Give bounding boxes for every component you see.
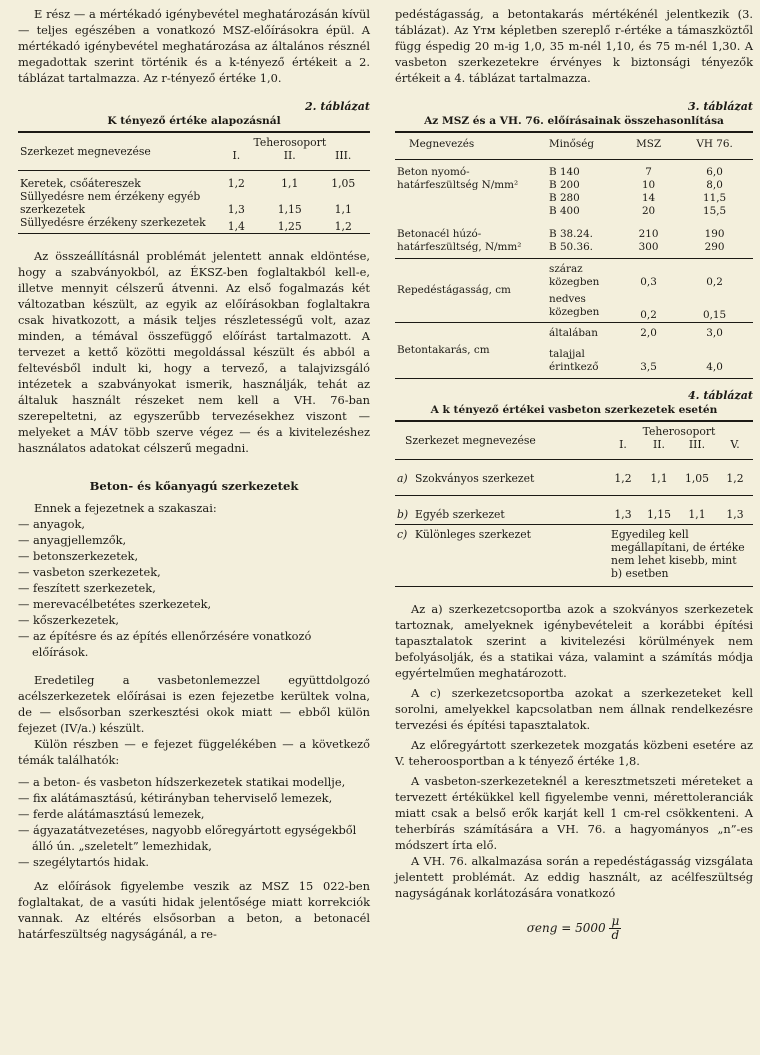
cell: 1,3 — [726, 508, 744, 521]
table-row — [18, 171, 370, 191]
row-name: Beton nyomó-határfeszültség N/mm² — [397, 166, 519, 191]
col-label: III. — [688, 438, 706, 451]
formula-numerator: μ — [611, 914, 620, 928]
list-item: — vasbeton szerkezetek, — [18, 565, 161, 579]
cell: 1,1 — [334, 203, 352, 216]
table-row — [395, 323, 753, 341]
cell: B 140 — [549, 166, 580, 178]
cell: 20 — [641, 205, 656, 217]
row-name: Betontakarás, cm — [397, 344, 490, 356]
col-header: Szerkezet megnevezése — [20, 145, 151, 158]
list-item: — anyagok, — [18, 517, 86, 531]
cell: 3,5 — [640, 361, 657, 373]
paragraph-vh76: A VH. 76. alkalmazása során a repedéstágasság vizsgálata jelentett problémát. Az eddig használt, az acélfeszültség nagyságának korlátozására vonatkozó — [395, 854, 753, 900]
paragraph-eloirasok: Az előírások figyelembe veszik az MSZ 15 022-ben foglaltakat, de a vasúti hidak jelentősége miatt korrekciók vannak. Az eltérés elsősorban a beton, a betonacél határfeszültség nagyságánál, a re- — [18, 879, 370, 941]
list-item: — szegélytartós hidak. — [18, 855, 150, 869]
row-letter: a) — [397, 472, 408, 485]
col-header: MSZ — [636, 138, 662, 150]
cell: 1,2 — [334, 220, 352, 233]
sections-list — [18, 516, 370, 660]
paragraph-elore: Az előregyártott szerkezetek mozgatás közbeni esetére az V. teheroosportban a k tényező értéke 1,8. — [395, 738, 753, 768]
cell: 0,3 — [640, 276, 657, 288]
cell: Egyedileg kell megállapítani, de értéke nem lehet kisebb, mint b) esetben — [611, 528, 745, 580]
table-2 — [18, 100, 370, 234]
cell: 15,5 — [702, 205, 727, 217]
cell: 1,1 — [650, 472, 668, 485]
cell: 1,2 — [726, 472, 744, 485]
cell: 10 — [641, 179, 656, 191]
list-item: — ferde alátámasztású lemezek, — [18, 807, 205, 821]
row-name: Betonacél húzó-határfeszültség, N/mm² — [397, 228, 522, 253]
row-letter: c) — [397, 528, 408, 541]
cell: 210 — [638, 228, 659, 240]
col-header: VH 76. — [696, 138, 733, 150]
left-column — [18, 0, 370, 942]
cell: B 50.36. — [549, 241, 593, 253]
row-name: Keretek, csőátereszek — [20, 177, 141, 190]
list-item: — merevacélbetétes szerkezetek, — [18, 597, 212, 611]
row-name: Különleges szerkezet — [415, 528, 531, 541]
k-factor-rc-table — [395, 420, 753, 587]
cell: 290 — [704, 241, 725, 253]
col-label: II. — [653, 438, 665, 451]
cell: 4,0 — [706, 361, 723, 373]
topics-list — [18, 774, 370, 870]
table-row — [395, 525, 753, 587]
table-row — [18, 216, 370, 234]
table-title: Az MSZ és a VH. 76. előírásainak összehasonlítása — [424, 115, 724, 127]
cell: száraz közegben — [549, 263, 600, 288]
row-letter: b) — [397, 508, 409, 521]
cell: 0,2 — [706, 276, 723, 288]
col-header: Szerkezet megnevezése — [405, 434, 536, 447]
k-factor-foundation-table — [18, 131, 370, 234]
cell: talajjal érintkező — [549, 348, 599, 373]
row-name: Süllyedésre érzékeny szerkezetek — [20, 216, 206, 229]
formula-lhs: σeng = 5000 — [526, 921, 606, 935]
paragraph-osszeallitas: Az összeállításnál problémát jelentett annak eldöntése, hogy a szabványokból, az ÉKSZ-ben foglaltakból kell-e, illetve mennyit célszerű átvenni. Az első fogalmazás két változatban készült, az egyik az előírásokban foglaltakra csak hivatkozott, a másik teljes részletességű volt, azaz minden, a témával összefüggő előírást tartalmazott. A tervezet a kettő közötti megoldással készült és abból a feltevésből indult ki, hogy a tervező, a talajvizsgáló intézetek a szabványokat ismerik, használják, tehát az általuk használt részeket nem kell a VH. 76-ban szerepeltetni, az egyszerűbb tervezésekhez viszont — melyeket a MÁV több szerve végez — és a kivitelezéshez használatos adatokat célszerű megadni. — [18, 249, 370, 455]
group-header: Teherosoport — [253, 136, 327, 149]
cell: 0,2 — [640, 309, 657, 321]
paragraph-repedes: pedéstágasság, a betontakarás mértékénél jelentkezik (3. táblázat). Az Yтм képletben szereplő r-értéke a támaszköztől függ éspedig 20 m-ig 1,0, 35 m-nél 1,10, és 75 m-nél 1,30. A vasbeton szerkezetekre érvényes k biztonsági tényezők értékeit a 4. táblázat tartalmazza. — [395, 7, 753, 85]
cell: nedves közegben — [549, 293, 600, 318]
col-header: Minőség — [549, 138, 595, 150]
cell: általában — [549, 327, 598, 339]
cell: B 200 — [549, 179, 580, 191]
paragraph-c-csoport: A c) szerkezetcsoportba azokat a szerkezeteket kell sorolni, amelyekkel kapcsolatban nem állnak rendelkezésre tervezési és építési tapasztalatok. — [395, 686, 753, 732]
cell: 1,05 — [684, 472, 710, 485]
cell: 14 — [641, 192, 656, 204]
cell: 300 — [638, 241, 659, 253]
paragraph-kulon: Külön részben — e fejezet függelékében — a következő témák találhatók: — [18, 737, 370, 767]
paragraph-e-resz: E rész — a mértékadó igénybevétel meghatározásán kívül — teljes egészében a vonatkozó MSZ-előírásokra épül. A mértékadó igénybevétel meghatározása az általános résznél megadottak szerint történik és a k-tényező értékeit a 2. táblázat tartalmazza. Az r-tényező értéke 1,0. — [18, 7, 370, 85]
cell: 1,05 — [331, 177, 356, 190]
table-3 — [395, 100, 753, 379]
list-item: — az építésre és az építés ellenőrzésére vonatkozó előírások. — [18, 629, 312, 659]
table-row — [395, 496, 753, 525]
paragraph-intro: Ennek a fejezetnek a szakaszai: — [34, 501, 217, 515]
cell: 8,0 — [706, 179, 723, 191]
cell: 7 — [645, 166, 652, 178]
cell: B 400 — [549, 205, 580, 217]
table-title: A k tényező értékei vasbeton szerkezetek esetén — [430, 404, 718, 416]
cell: 1,1 — [281, 177, 299, 190]
col-label: II. — [283, 149, 296, 162]
table-row — [395, 218, 753, 241]
cell: 190 — [704, 228, 725, 240]
cell: B 38.24. — [549, 228, 593, 240]
col-label: I. — [232, 149, 241, 162]
paragraph-a-csoport: Az a) szerkezetcsoportba azok a szokványos szerkezetek tartoznak, amelyeknek igénybevételeit a korábbi építési tapasztalatok szerint a kivitelezési körülmények nem befolyásolják, és a statikai váza, valamint a számítás módja egyértelműen meghatározott. — [395, 602, 753, 680]
table-row — [395, 460, 753, 496]
list-item: — fix alátámasztású, kétirányban teherviselő lemezek, — [18, 791, 333, 805]
col-label: I. — [619, 438, 627, 451]
col-label: III. — [335, 149, 352, 162]
formula-denominator: d — [611, 928, 620, 942]
cell: 11,5 — [702, 192, 727, 204]
section-heading: Beton- és kőanyagú szerkezetek — [89, 479, 299, 493]
paragraph-vasbeton: A vasbeton-szerkezeteknél a keresztmetszeti méreteket a tervezett értékükkel kell figyelembe venni, mérettoleranciák miatt csak a belső erők karját kell 1 cm-rel csökkenteni. A teherbírás számítására a VH. 76. a hagyományos „n”-es módszert írta elő. — [395, 774, 753, 852]
list-item: — betonszerkezetek, — [18, 549, 139, 563]
row-name: Szokványos szerkezet — [415, 472, 535, 485]
row-name: Süllyedésre nem érzékeny egyéb szerkezetek — [20, 190, 201, 216]
cell: 1,15 — [646, 508, 672, 521]
cell: 1,4 — [227, 220, 245, 233]
table-title: K tényező értéke alapozásnál — [107, 115, 281, 127]
cell: 1,3 — [614, 508, 632, 521]
col-header: Megnevezés — [409, 138, 475, 150]
cell: 6,0 — [706, 166, 723, 178]
list-item: — kőszerkezetek, — [18, 613, 120, 627]
cell: 1,15 — [277, 203, 302, 216]
list-item: — feszített szerkezetek, — [18, 581, 156, 595]
table-number: 2. táblázat — [305, 100, 370, 113]
cell: 1,1 — [688, 508, 706, 521]
cell: 1,2 — [227, 177, 245, 190]
row-name: Egyéb szerkezet — [415, 508, 505, 521]
list-item: — a beton- és vasbeton hídszerkezetek statikai modellje, — [18, 775, 346, 789]
col-label: V. — [730, 438, 740, 451]
table-number: 4. táblázat — [688, 389, 753, 402]
list-item: — ágyazatátvezetéses, nagyobb előregyártott egységekből álló ún. „szeletelt” lemezhidak, — [18, 823, 357, 853]
cell: 3,0 — [706, 327, 723, 339]
cell: 1,2 — [614, 472, 632, 485]
table-row — [395, 259, 753, 290]
cell: 2,0 — [640, 327, 657, 339]
formula-fraction — [609, 915, 621, 942]
table-number: 3. táblázat — [688, 100, 753, 113]
table-row — [18, 190, 370, 216]
cell: 1,3 — [227, 203, 245, 216]
table-4 — [395, 389, 753, 587]
comparison-table — [395, 131, 753, 379]
table-row — [395, 160, 753, 180]
cell: 1,25 — [277, 220, 302, 233]
paragraph-eredetileg: Eredetileg a vasbetonlemezzel együttdolgozó acélszerkezetek előírásai is ezen fejezetbe kerültek volna, de — elsősorban szerkesztési okok miatt — ebből külön fejezet (IV/a.) készült. — [18, 673, 370, 735]
cell: 0,15 — [702, 309, 727, 321]
formula — [395, 915, 753, 942]
row-name: Repedéstágasság, cm — [397, 284, 511, 296]
cell: B 280 — [549, 192, 580, 204]
right-column — [395, 0, 753, 942]
list-item: — anyagjellemzők, — [18, 533, 127, 547]
group-header: Teherosoport — [642, 425, 716, 438]
